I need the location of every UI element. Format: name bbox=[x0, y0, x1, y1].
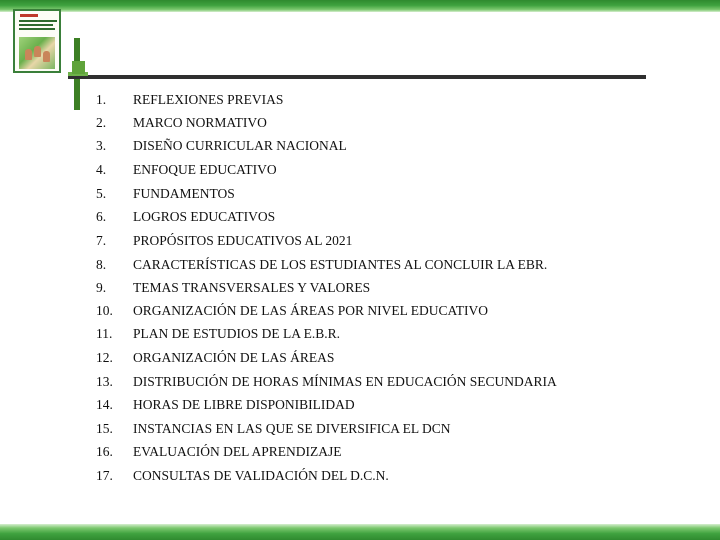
toc-item-number: 7. bbox=[96, 233, 107, 248]
toc-item-number: 10. bbox=[96, 303, 113, 318]
toc-item-label: ORGANIZACIÓN DE LAS ÁREAS POR NIVEL EDUCATIVO bbox=[133, 303, 488, 318]
toc-item-label: LOGROS EDUCATIVOS bbox=[133, 209, 276, 224]
toc-item-number: 16. bbox=[96, 444, 113, 459]
toc-item-label: TEMAS TRANSVERSALES Y VALORES bbox=[133, 280, 371, 295]
cover-photo bbox=[19, 37, 55, 69]
top-green-band bbox=[0, 0, 720, 12]
toc-item-number: 4. bbox=[96, 162, 107, 177]
bottom-green-band bbox=[0, 524, 720, 540]
toc-item-label: CONSULTAS DE VALIDACIÓN DEL D.C.N. bbox=[133, 468, 389, 483]
toc-item-label: ORGANIZACIÓN DE LAS ÁREAS bbox=[133, 350, 335, 365]
toc-item-number: 6. bbox=[96, 209, 107, 224]
toc-item-label: ENFOQUE EDUCATIVO bbox=[133, 162, 277, 177]
toc-item-label: FUNDAMENTOS bbox=[133, 186, 235, 201]
toc-item-label: PLAN DE ESTUDIOS DE LA E.B.R. bbox=[133, 326, 341, 341]
cover-red-mark bbox=[20, 14, 38, 17]
toc-item-number: 17. bbox=[96, 468, 113, 483]
toc-item-label: DISTRIBUCIÓN DE HORAS MÍNIMAS EN EDUCACIÓN SECUNDARIA bbox=[133, 374, 557, 389]
toc-item-label: CARACTERÍSTICAS DE LOS ESTUDIANTES AL CONCLUIR LA EBR. bbox=[133, 257, 548, 272]
toc-item-number: 3. bbox=[96, 138, 107, 153]
cover-title-line bbox=[19, 24, 53, 26]
toc-item-label: DISEÑO CURRICULAR NACIONAL bbox=[133, 138, 347, 153]
toc-item-number: 9. bbox=[96, 280, 107, 295]
toc-item-label: INSTANCIAS EN LAS QUE SE DIVERSIFICA EL DCN bbox=[133, 421, 451, 436]
cover-title-line bbox=[19, 28, 55, 30]
document-cover-thumbnail bbox=[13, 9, 61, 73]
toc-item-number: 14. bbox=[96, 397, 113, 412]
toc-item-number: 13. bbox=[96, 374, 113, 389]
accent-horizontal-rule bbox=[68, 75, 646, 79]
accent-square bbox=[72, 61, 85, 74]
cover-title-line bbox=[19, 20, 57, 22]
toc-item-number: 11. bbox=[96, 326, 113, 341]
toc-item-number: 15. bbox=[96, 421, 113, 436]
toc-item-number: 1. bbox=[96, 92, 107, 107]
toc-item-label: PROPÓSITOS EDUCATIVOS AL 2021 bbox=[133, 233, 353, 248]
cover-person-figure bbox=[34, 46, 41, 57]
toc-item-number: 12. bbox=[96, 350, 113, 365]
toc-item-number: 5. bbox=[96, 186, 107, 201]
toc-item-number: 8. bbox=[96, 257, 107, 272]
toc-item-label: MARCO NORMATIVO bbox=[133, 115, 267, 130]
toc-item-label: REFLEXIONES PREVIAS bbox=[133, 92, 284, 107]
toc-item-number: 2. bbox=[96, 115, 107, 130]
cover-person-figure bbox=[43, 51, 50, 62]
cover-person-figure bbox=[25, 49, 32, 60]
toc-item-label: HORAS DE LIBRE DISPONIBILIDAD bbox=[133, 397, 355, 412]
toc-item-label: EVALUACIÓN DEL APRENDIZAJE bbox=[133, 444, 342, 459]
